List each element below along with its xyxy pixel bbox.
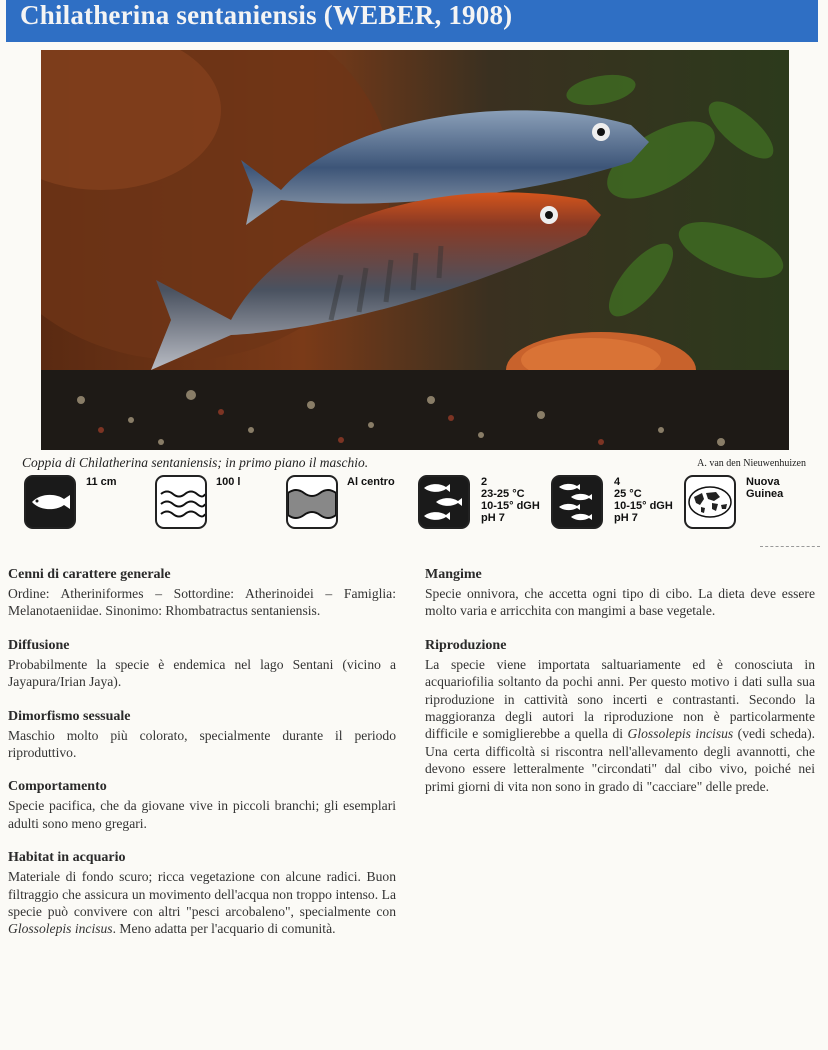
left-column [8,566,396,955]
aquarium-volume-icon [155,475,207,529]
page-title: Chilatherina sentaniensis (WEBER, 1908) [20,0,513,30]
swim-zone-label: Al centro [347,476,395,488]
world-map-icon [684,475,736,529]
section-food [425,566,815,620]
section-distribution [8,637,396,691]
section-dimorphism [8,708,396,762]
fish-photo [41,50,789,450]
distribution-label: Nuova Guinea [746,476,784,500]
section-heading: Mangime [425,567,482,582]
section-heading: Habitat in acquario [8,850,126,866]
species-name: Glossolepis incisus [8,921,113,937]
section-text: Ordine: Atheriniformes – Sottordine: Atherinoidei – Famiglia: Melanotaeniidae. Sinonimo: Rhombatractus sentaniensis. [8,586,396,619]
section-text [425,656,815,795]
fish-size-icon [24,475,76,529]
fish-group-icon-2 [418,475,470,529]
right-column [425,566,815,812]
divider [760,546,820,548]
section-breeding [425,637,815,795]
text-part: (vedi scheda). Una certa difficoltà si riscontra nell'allevamento degli avannotti, che devono essere letteralmente "circondati" dal cibo vivo, poiché nei primi giorni di vita non sono in grado di "cacciare" delle prede. [425,726,815,794]
section-text: Maschio molto più colorato, specialmente durante il periodo riproduttivo. [8,727,396,761]
section-heading: Riproduzione [425,637,507,653]
text-part: . Meno adatta per l'acquario di comunità. [112,921,336,937]
text-part: Materiale di fondo scuro; ricca vegetazione con alcune radici. Buon filtraggio che assicura un movimento dell'acqua non troppo intenso. La specie può convivere con altri "pesci arcobaleno", specialmente con [8,869,396,920]
section-text: Specie onnivora, che accetta ogni tipo di cibo. La dieta deve essere molto varia e arricchita con mangimi a base vegetale. [425,586,815,619]
title-bar [6,0,818,42]
fish-group-icon-4 [551,475,603,529]
photo-credit: A. van den Nieuwenhuizen [697,458,806,469]
aquarium-volume-label: 100 l [216,476,241,488]
section-text: Specie pacifica, che da giovane vive in piccoli branchi; gli esemplari adulti sono meno gregari. [8,798,396,831]
group-4-label: 4 25 °C 10-15° dGH pH 7 [614,476,673,524]
section-text [8,868,396,938]
section-behaviour [8,778,396,832]
section-heading: Dimorfismo sessuale [8,708,131,724]
photo-caption: Coppia di Chilatherina sentaniensis; in primo piano il maschio. [22,455,369,470]
fish-size-label: 11 cm [86,476,117,488]
section-heading: Diffusione [8,637,70,653]
text-part: La specie viene importata saltuariamente ed è conosciuta in acquariofilia soltanto da pochi anni. Per questo motivo i dati sulla sua riproduzione in cattività sono incerti e contrastanti. Secondo la maggioranza degli autori la riproduzione non è particolarmente difficile e somiglierebbe a quella di [425,656,815,742]
section-heading: Comportamento [8,779,107,795]
group-2-label: 2 23-25 °C 10-15° dGH pH 7 [481,476,540,524]
species-name: Glossolepis incisus [627,726,734,742]
section-heading: Cenni di carattere generale [8,567,171,582]
section-general [8,566,396,620]
swim-zone-icon [286,475,338,529]
section-habitat [8,849,396,938]
section-text: Probabilmente la specie è endemica nel lago Sentani (vicino a Jayapura/Irian Jaya). [8,656,396,690]
